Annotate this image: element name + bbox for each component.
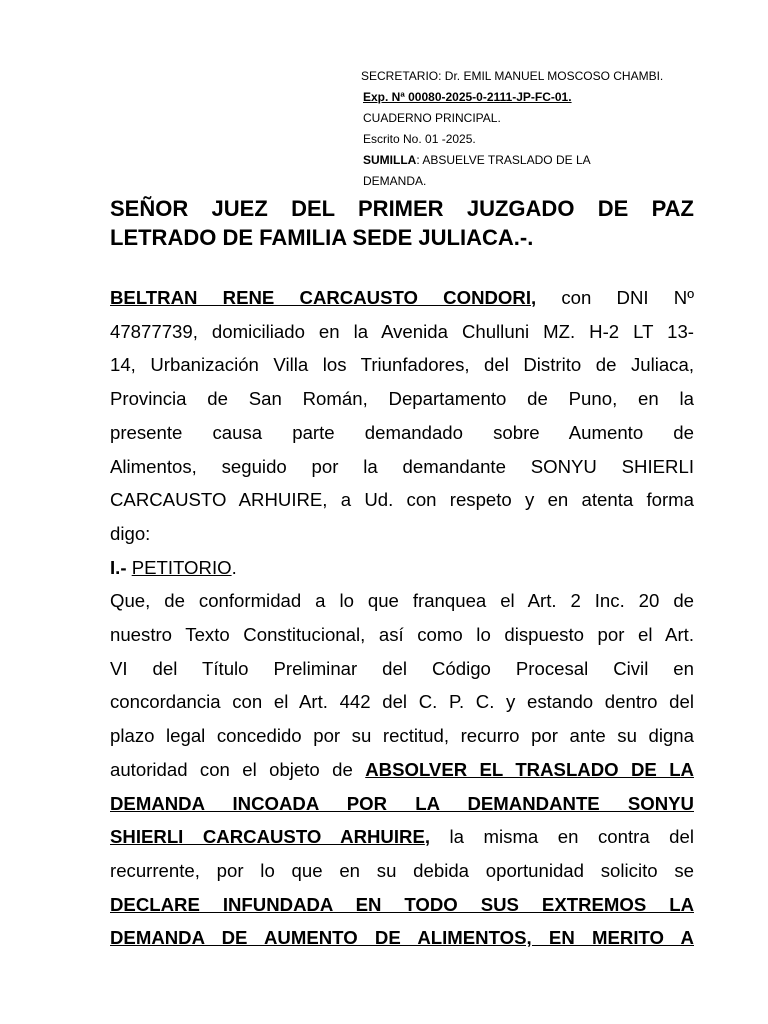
- section-heading: [110, 551, 694, 585]
- petitorio-line-8-rest: la misma en contra del: [430, 826, 694, 848]
- section-heading-line: [110, 551, 694, 585]
- intro-line-2: 47877739, domiciliado en la Avenida Chulluni MZ. H-2 LT 13-: [110, 320, 694, 342]
- intro-line-1-rest: con DNI Nº: [536, 287, 694, 308]
- case-header: [361, 66, 721, 192]
- demandante-name: SHIERLI CARCAUSTO ARHUIRE: [110, 826, 425, 848]
- sumilla-label: SUMILLA: [363, 153, 417, 167]
- petitorio-line-11: DEMANDA DE AUMENTO DE ALIMENTOS, EN MERITO A: [110, 927, 694, 949]
- document-body: [110, 281, 694, 955]
- intro-line-1: [110, 281, 694, 315]
- petitorio-line-4: concordancia con el Art. 442 del C. P. C. y estando dentro del: [110, 691, 694, 713]
- section-title: PETITORIO: [131, 556, 232, 578]
- demandado-name: BELTRAN RENE CARCAUSTO CONDORI: [110, 287, 531, 308]
- sumilla-continuation: DEMANDA.: [363, 174, 427, 188]
- intro-line-4: Provincia de San Román, Departamento de Puno, en la: [110, 388, 694, 410]
- intro-line-3: 14, Urbanización Villa los Triunfadores, del Distrito de Juliaca,: [110, 354, 694, 376]
- petitorio-line-9: recurrente, por lo que en su debida oportunidad solicito se: [110, 859, 694, 881]
- intro-paragraph: [110, 281, 694, 551]
- sumilla-line: [361, 150, 721, 171]
- petitorio-line-6-text: autoridad con el objeto de: [110, 758, 366, 780]
- intro-line-6: Alimentos, seguido por la demandante SONYU SHIERLI: [110, 455, 694, 477]
- petitorio-line-7: DEMANDA INCOADA POR LA DEMANDANTE SONYU: [110, 792, 694, 814]
- petitorio-line-5: plazo legal concedido por su rectitud, recurro por ante su digna: [110, 725, 694, 747]
- section-number: I.-: [110, 556, 132, 578]
- demandante-comma: ,: [424, 826, 431, 848]
- document-title: [110, 194, 694, 252]
- petitorio-paragraph: [110, 584, 694, 955]
- escrito-line: Escrito No. 01 -2025.: [363, 132, 476, 146]
- intro-line-7: CARCAUSTO ARHUIRE, a Ud. con respeto y en atenta forma: [110, 489, 694, 511]
- title-line-2: LETRADO DE FAMILIA SEDE JULIACA.-.: [110, 225, 534, 250]
- cuaderno-line: CUADERNO PRINCIPAL.: [363, 111, 501, 125]
- petitorio-line-1: Que, de conformidad a lo que franquea el Art. 2 Inc. 20 de: [110, 590, 694, 612]
- name-comma: ,: [530, 287, 537, 308]
- petitorio-line-8: [110, 820, 694, 854]
- petitorio-line-10: DECLARE INFUNDADA EN TODO SUS EXTREMOS LA: [110, 893, 694, 915]
- intro-line-8: digo:: [110, 522, 151, 544]
- title-line-1: SEÑOR JUEZ DEL PRIMER JUZGADO DE PAZ: [110, 196, 694, 221]
- petitorio-line-6: [110, 753, 694, 787]
- sumilla-text: : ABSUELVE TRASLADO DE LA: [416, 153, 591, 167]
- secretario-line: SECRETARIO: Dr. EMIL MANUEL MOSCOSO CHAMBI.: [361, 69, 664, 83]
- petitorio-line-3: VI del Título Preliminar del Código Procesal Civil en: [110, 657, 694, 679]
- absolver-phrase: ABSOLVER EL TRASLADO DE LA: [365, 758, 694, 780]
- petitorio-line-2: nuestro Texto Constitucional, así como lo dispuesto por el Art.: [110, 624, 694, 646]
- intro-line-5: presente causa parte demandado sobre Aumento de: [110, 421, 694, 443]
- section-dot: .: [231, 556, 237, 578]
- expediente-line: Exp. Nª 00080-2025-0-2111-JP-FC-01.: [363, 90, 572, 104]
